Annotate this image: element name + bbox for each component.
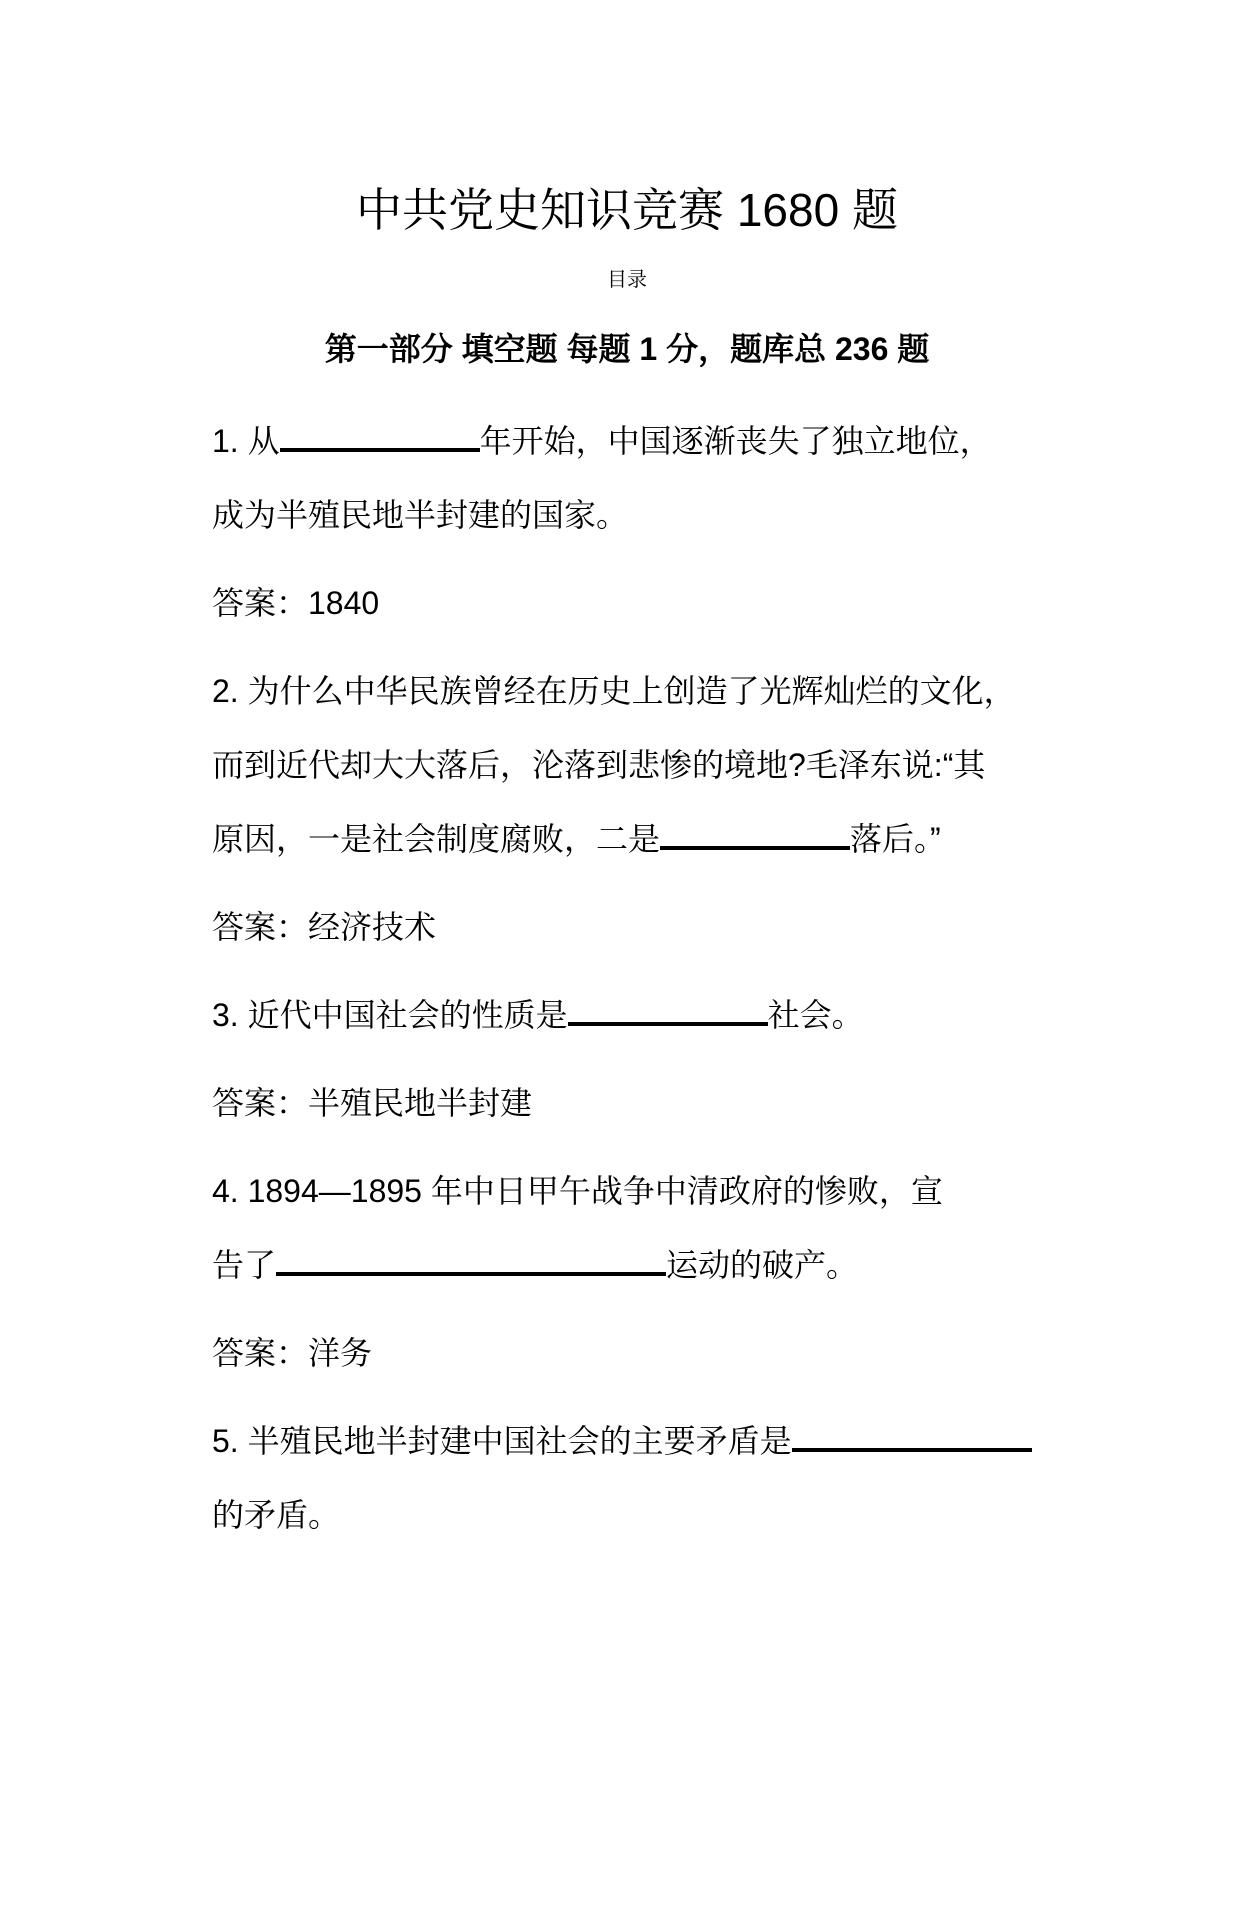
fill-in-blank [792,1416,1032,1452]
line-text: 4. 1894—1895 年中日甲午战争中清政府的惨败，宣 [212,1173,943,1209]
fill-in-blank [280,416,480,452]
line-text: 而到近代却大大落后，沦落到悲惨的境地?毛泽东说:“其 [212,747,986,783]
fill-in-blank [568,990,768,1026]
question-2-line-3 [212,802,1042,876]
answer-3: 答案：半殖民地半封建 [212,1085,533,1121]
question-3-line-1 [212,978,1042,1052]
question-1-line-2 [212,478,1042,552]
line-text: 的矛盾。 [212,1497,341,1533]
question-4 [212,1154,1042,1302]
fill-in-blank [660,814,850,850]
answer-1: 答案：1840 [212,585,380,621]
question-2 [212,654,1042,876]
question-1-line-1 [212,404,1042,478]
fill-in-blank [276,1240,666,1276]
question-4-line-1 [212,1154,1042,1228]
question-5-line-2 [212,1478,1042,1552]
answer-2: 答案：经济技术 [212,909,437,945]
line-text: 运动的破产。 [666,1247,859,1283]
line-text: 3. 近代中国社会的性质是 [212,997,568,1033]
question-4-line-2 [212,1228,1042,1302]
document-page [0,178,1240,1552]
line-text: 年开始，中国逐渐丧失了独立地位， [479,423,992,459]
document-title: 中共党史知识竞赛 1680 题 [356,184,898,236]
line-text: 社会。 [767,997,864,1033]
line-text: 2. 为什么中华民族曾经在历史上创造了光辉灿烂的文化， [212,673,1016,709]
question-5 [212,1404,1042,1552]
line-text: 原因，一是社会制度腐败，二是 [212,821,661,857]
line-text: 告了 [212,1247,277,1283]
toc-label: 目录 [607,269,647,291]
answer-4: 答案：洋务 [212,1335,373,1371]
question-2-line-1 [212,654,1042,728]
question-2-line-2 [212,728,1042,802]
section-heading: 第一部分 填空题 每题 1 分，题库总 236 题 [324,331,930,367]
question-3 [212,978,1042,1052]
line-text: 1. 从 [212,423,280,459]
question-5-line-1 [212,1404,1042,1478]
line-text: 5. 半殖民地半封建中国社会的主要矛盾是 [212,1423,792,1459]
line-text: 成为半殖民地半封建的国家。 [212,497,629,533]
line-text: 落后。” [850,821,941,857]
question-1 [212,404,1042,552]
